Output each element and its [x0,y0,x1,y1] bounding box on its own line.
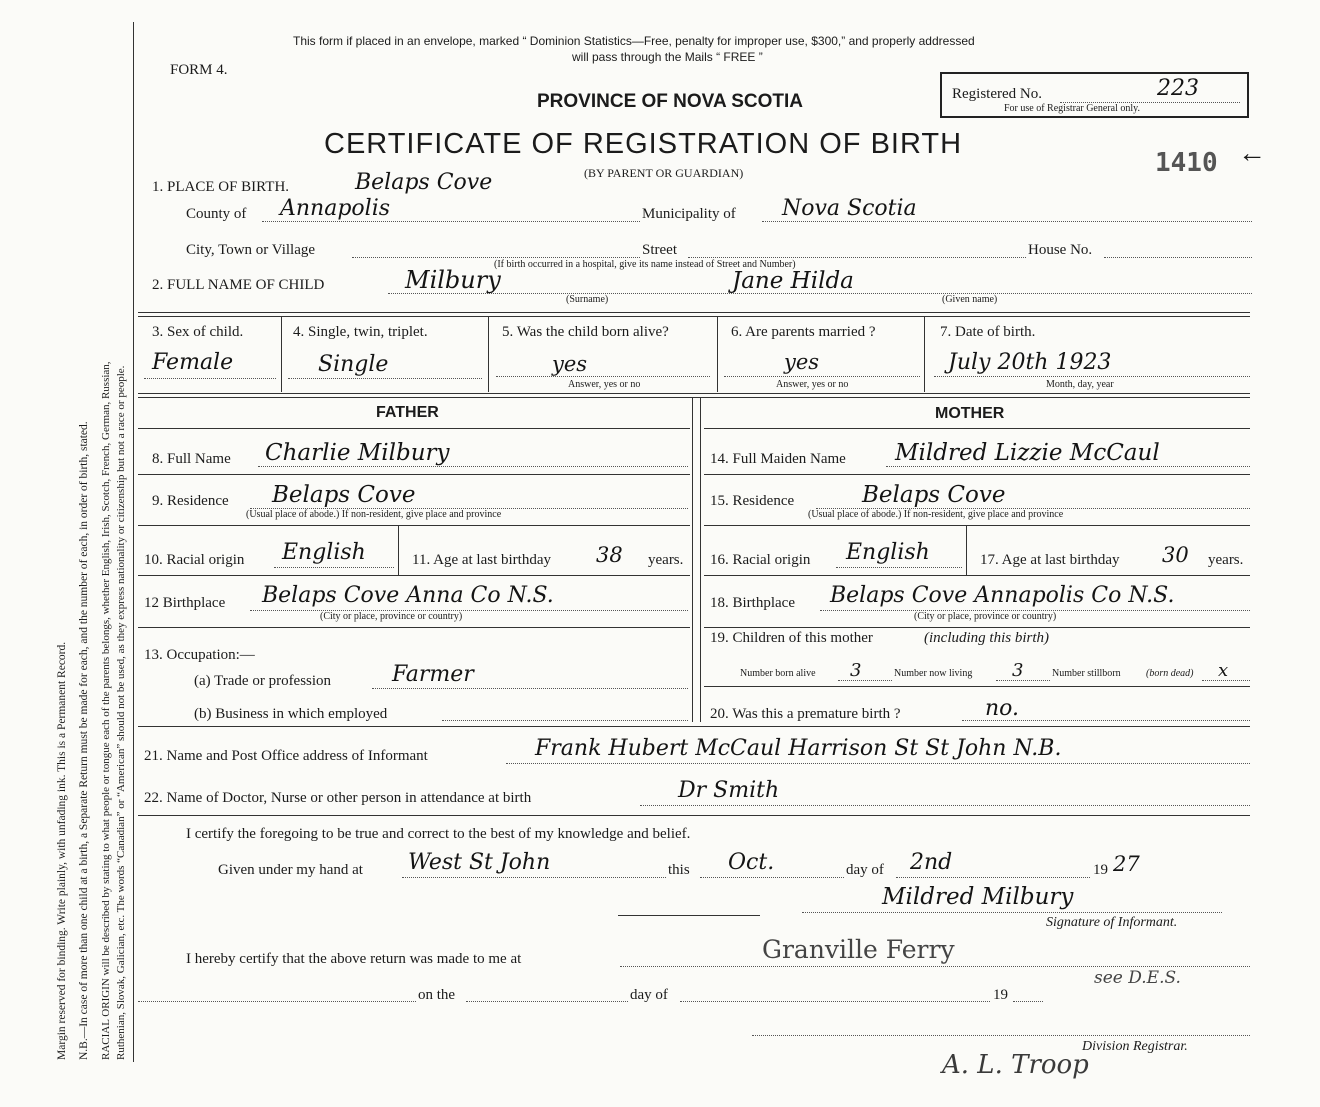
born-alive-note: Answer, yes or no [568,379,641,390]
informant-signature: Mildred Milbury [882,884,1074,910]
parents-married-label: 6. Are parents married ? [731,324,876,340]
registered-value: 223 [1157,76,1199,101]
mother-residence-value: Belaps Cove [862,482,1006,508]
father-heading: FATHER [376,404,439,421]
mother-birthplace-label: 18. Birthplace [710,595,795,611]
born-alive-label: 5. Was the child born alive? [502,324,669,340]
registrar-initials: see D.E.S. [1094,968,1181,988]
stillborn-value: x [1218,660,1229,681]
father-birthplace-label: 12 Birthplace [144,595,226,611]
province-heading: PROVINCE OF NOVA SCOTIA [537,91,804,112]
father-residence-value: Belaps Cove [272,482,416,508]
child-name-label: 2. FULL NAME OF CHILD [152,277,325,293]
mother-age-unit: years. [1208,552,1244,568]
day-of-label: day of [846,862,884,878]
mother-residence-label: 15. Residence [710,493,795,509]
parents-married-note: Answer, yes or no [776,379,849,390]
mother-racial-label: 16. Racial origin [710,552,811,568]
premature-label: 20. Was this a premature birth ? [710,706,901,722]
form-number: FORM 4. [170,62,228,78]
mother-birthplace-value: Belaps Cove Annapolis Co N.S. [830,583,1175,608]
given-day-value: 2nd [910,850,953,875]
dob-value: July 20th 1923 [948,350,1112,375]
born-alive-count-label: Number born alive [740,668,816,679]
mother-age-label: 17. Age at last birthday [980,552,1120,568]
registrar-signature: A. L. Troop [942,1050,1089,1080]
registered-label: Registered No. [952,86,1042,102]
doctor-value: Dr Smith [678,778,780,803]
mother-name-label: 14. Full Maiden Name [710,451,846,467]
father-age-label: 11. Age at last birthday [412,552,551,568]
born-alive-count-value: 3 [850,660,862,681]
stillborn-label: Number stillborn [1052,668,1121,679]
county-label: County of [186,206,247,222]
child-given-value: Jane Hilda [732,268,854,294]
father-residence-note: (Usual place of abode.) If non-resident, give place and province [246,509,502,520]
single-label: 4. Single, twin, triplet. [293,324,428,340]
single-value: Single [318,352,389,377]
municipality-value: Nova Scotia [782,196,917,221]
now-living-label: Number now living [894,668,973,679]
father-birthplace-note: (City or place, province or country) [320,611,463,622]
given-name-note: (Given name) [942,294,998,305]
sex-value: Female [152,350,234,375]
signature-label: Signature of Informant. [1046,915,1178,930]
father-racial-label: 10. Racial origin [144,552,245,568]
given-under-label: Given under my hand at [218,862,363,878]
stillborn-note: (born dead) [1146,668,1194,679]
father-racial-value: English [282,540,366,565]
binding-margin-line [133,22,134,1062]
occupation-label: 13. Occupation:— [144,647,255,663]
father-age-value: 38 [596,543,623,567]
sex-label: 3. Sex of child. [152,324,244,340]
father-name-label: 8. Full Name [152,451,231,467]
certify-statement: I certify the foregoing to be true and correct to the best of my knowledge and belief. [186,826,691,842]
mail-note-line2: will pass through the Mails “ FREE ” [572,50,763,64]
informant-value: Frank Hubert McCaul Harrison St St John N.B. [535,736,1062,761]
registrar-title: Division Registrar. [1082,1039,1188,1054]
hospital-note: (If birth occurred in a hospital, give its name instead of Street and Number) [494,259,796,270]
children-label: 19. Children of this mother [710,630,873,646]
margin-note-2: N.B.—In case of more than one child at a birth, a Separate Return must be made for each, and the number of each, in order of birth, stated. [78,421,90,1060]
mother-heading: MOTHER [935,405,1005,422]
registrar-statement: I hereby certify that the above return was made to me at [186,951,522,967]
informant-label: 21. Name and Post Office address of Informant [144,748,428,764]
mother-age-value: 30 [1162,543,1189,567]
arrow-icon: ← [1238,138,1266,169]
trade-value: Farmer [392,662,474,687]
given-place-value: West St John [408,850,551,875]
street-label: Street [642,242,677,258]
place-of-birth-label: 1. PLACE OF BIRTH. [152,179,290,195]
doctor-label: 22. Name of Doctor, Nurse or other person in attendance at birth [144,790,532,806]
born-alive-value: yes [552,352,588,376]
business-label: (b) Business in which employed [194,706,388,722]
margin-note-1: Margin reserved for binding. Write plainly, with unfading ink. This is a Permanent Record. [56,641,68,1060]
municipality-label: Municipality of [642,206,736,222]
registrar-year-prefix: 19 [993,987,1008,1003]
registered-note: For use of Registrar General only. [1004,103,1140,114]
place-of-birth-value: Belaps Cove [355,170,493,195]
mail-note-line1: This form if placed in an envelope, marked “ Dominion Statistics—Free, penalty for improper use, $300,” and properly addressed [293,34,975,48]
now-living-value: 3 [1012,660,1024,681]
child-surname-value: Milbury [405,266,501,294]
dob-note: Month, day, year [1046,379,1114,390]
mother-name-value: Mildred Lizzie McCaul [895,440,1160,466]
father-residence-label: 9. Residence [152,493,229,509]
registrar-place-value: Granville Ferry [762,935,955,964]
registrar-day-of-label: day of [630,987,668,1003]
mother-birthplace-note: (City or place, province or country) [914,611,1057,622]
certificate-subtitle: (BY PARENT OR GUARDIAN) [584,166,744,180]
house-label: House No. [1028,242,1093,258]
given-year-prefix: 19 [1093,862,1108,878]
children-note: (including this birth) [924,630,1049,646]
given-month-value: Oct. [728,850,775,875]
father-name-value: Charlie Milbury [265,440,450,466]
margin-note-4: Ruthenian, Slovak, Galician, etc. The words “Canadian” or “American” should not be used, as they express nationality or citizenship but not a race or people. [115,365,127,1060]
father-age-unit: years. [648,552,684,568]
trade-label: (a) Trade or profession [194,673,332,689]
surname-note: (Surname) [566,294,609,305]
city-label: City, Town or Village [186,242,316,258]
premature-value: no. [985,696,1020,721]
dob-label: 7. Date of birth. [940,324,1036,340]
margin-note-3: RACIAL ORIGIN will be described by stating to what people or tongue each of the parents belongs, whether English, Irish, Scotch, French, German, Russian, [100,361,112,1060]
given-year-value: 27 [1113,852,1140,876]
parents-married-value: yes [784,350,820,374]
county-value: Annapolis [280,196,391,221]
mother-racial-value: English [846,540,930,565]
this-label: this [668,862,690,878]
father-birthplace-value: Belaps Cove Anna Co N.S. [262,583,554,608]
on-the-label: on the [418,987,456,1003]
mother-residence-note: (Usual place of abode.) If non-resident, give place and province [808,509,1064,520]
stamp-number: 1410 [1155,148,1218,178]
registered-box [940,72,1249,118]
certificate-title: CERTIFICATE OF REGISTRATION OF BIRTH [324,128,963,160]
